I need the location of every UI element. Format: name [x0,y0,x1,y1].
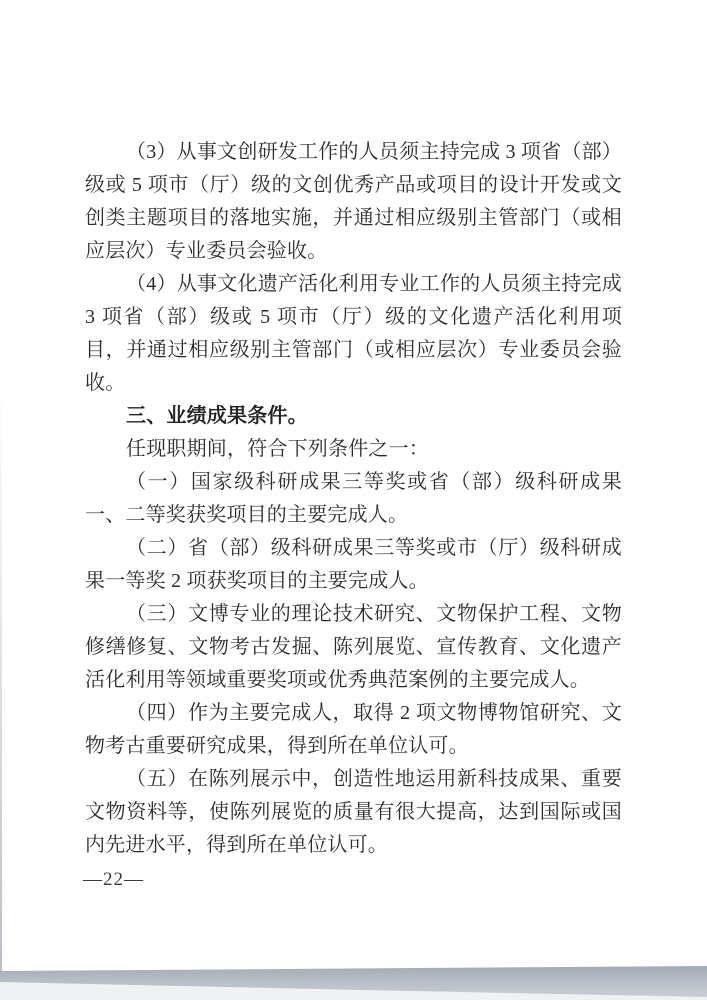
paragraph: （五）在陈列展示中，创造性地运用新科技成果、重要文物资料等，使陈列展览的质量有很大提高，达到国际或国内先进水平，得到所在单位认可。 [85,768,622,856]
paragraph: （三）文博专业的理论技术研究、文物保护工程、文物修缮修复、文物考古发掘、陈列展览、宣传教育、文化遗产活化利用等领域重要奖项或优秀典范案例的主要完成人。 [85,603,622,691]
page-number: —22— [83,869,144,890]
paragraph: （3）从事文创研发工作的人员须主持完成 3 项省（部）级或 5 项市（厅）级的文创优秀产品或项目的设计开发或文创类主题项目的落地实施，并通过相应级别主管部门（或相应层次）专业委员会验收。 [85,141,622,262]
paragraph: （四）作为主要完成人，取得 2 项文物博物馆研究、文物考古重要研究成果，得到所在单位认可。 [85,702,622,757]
paragraph: （一）国家级科研成果三等奖或省（部）级科研成果一、二等奖获奖项目的主要完成人。 [85,471,622,526]
scan-left-paper-edge [0,380,2,972]
section-heading: 三、业绩成果条件。 [126,405,308,427]
paragraph: （4）从事文化遗产活化利用专业工作的人员须主持完成 3 项省（部）级或 5 项市（厅）级的文化遗产活化利用项目，并通过相应级别主管部门（或相应层次）专业委员会验收。 [85,273,622,394]
paragraph: 任现职期间，符合下列条件之一： [126,438,429,460]
paragraph: （二）省（部）级科研成果三等奖或市（厅）级科研成果一等奖 2 项获奖项目的主要完成人。 [85,537,622,592]
document-body [85,136,622,862]
